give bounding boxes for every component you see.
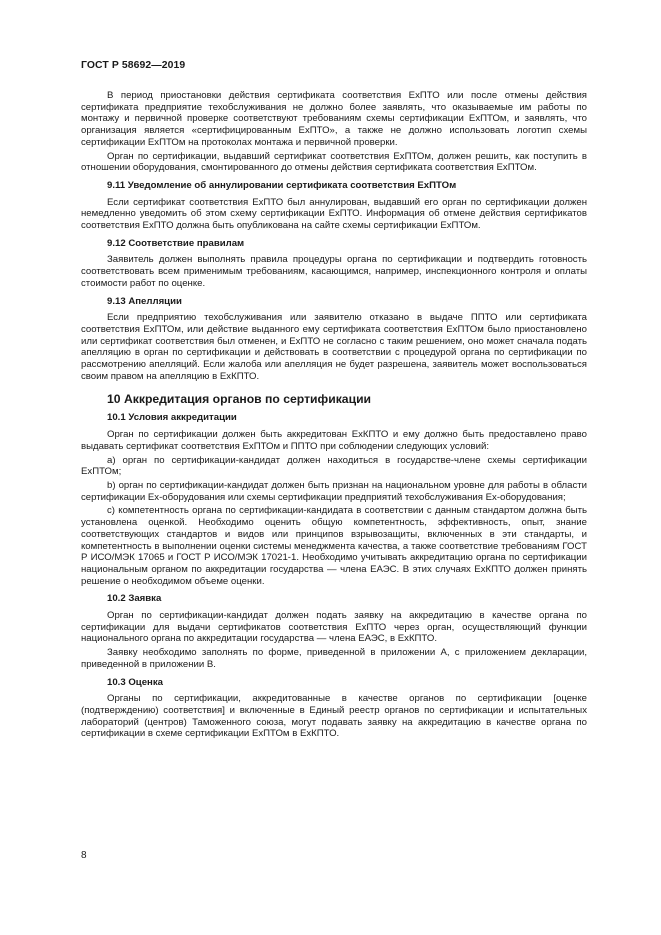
- subsection-heading-10-1: 10.1 Условия аккредитации: [107, 412, 237, 424]
- paragraph: Заявитель должен выполнять правила процедуры органа по сертификации и подтвердить готовность соответствовать всем применимым требованиям, касающимся, например, инспекционного контроля и оплаты стоимости работ по оценке.: [81, 254, 587, 289]
- paragraph: Орган по сертификации должен быть аккредитован ExКПТО и ему должно быть предоставлено право выдавать сертификат соответствия ExПТОм и ППТО при соблюдении следующих условий:: [81, 429, 587, 452]
- paragraph: В период приостановки действия сертификата соответствия ExПТО или после отмены действия сертификата предприятие техобслуживания не должно более заявлять, что оказываемые им работы по монтажу и первичной проверке соответствуют требованиям схемы сертификации ExПТОм, и заявлять, что организация является «сертифицированным ExПТО», а также не должно использовать логотип схемы сертификации ExПТОм на протоколах монтажа и первичной проверки.: [81, 90, 587, 148]
- subsection-heading-10-3: 10.3 Оценка: [107, 676, 163, 688]
- subsection-heading-9-13: 9.13 Апелляции: [107, 295, 182, 307]
- subsection-heading-9-11: 9.11 Уведомление об аннулировании сертификата соответствия ExПТОм: [107, 179, 457, 191]
- list-item: a) орган по сертификации-кандидат должен находиться в государстве-члене схемы сертификации ExПТОм;: [81, 454, 587, 478]
- paragraph: Заявку необходимо заполнять по форме, приведенной в приложении А, с приложением декларации, приведенной в приложении В.: [81, 647, 587, 670]
- paragraph: Если предприятию техобслуживания или заявителю отказано в выдаче ППТО или сертификата соответствия ExПТОм, или действие выданного ему сертификата соответствия ExПТОм было приостановлено или сертификат соответствия был отменен, и ExПТО не согласно с таким решением, оно может сначала подать апелляцию в орган по сертификации и действовать в соответствии с процедурой органа по сертификации по рассмотрению апелляций. Если жалоба или апелляция не будет разрешена, заявитель может воспользоваться своим правом на апелляцию в ExКПТО.: [81, 312, 587, 382]
- list-item: c) компетентность органа по сертификации-кандидата в соответствии с данным стандартом должна быть установлена оценкой. Необходимо оценить общую компетентность, эффективность, опыт, знание соответствующих стандартов и видов или принципов взрывозащиты, включенных в эти стандарты, и компетентность в выполнении оценки системы менеджмента качества, а также соответствие требованиям ГОСТ Р ИСО/МЭК 17065 и ГОСТ Р ИСО/МЭК 17021-1. Необходимо учитывать аккредитацию органа по сертификации национальным органом по аккредитации государства — члена ЕАЭС. В этих случаях ExКПТО должен принять решение о необходимом объеме оценки.: [81, 505, 587, 587]
- subsection-heading-10-2: 10.2 Заявка: [107, 593, 162, 605]
- subsection-heading-9-12: 9.12 Соответствие правилам: [107, 237, 245, 249]
- list-item: b) орган по сертификации-кандидат должен быть признан на национальном уровне для работы в области сертификации Ex-оборудования или схемы сертификации предприятий техобслуживания Ex-оборудования;: [81, 479, 587, 503]
- paragraph: Орган по сертификации, выдавший сертификат соответствия ExПТОм, должен решить, как поступить в отношении оборудования, смонтированного до отмены действия сертификата соответствия ExПТОм.: [81, 150, 587, 174]
- paragraph: Органы по сертификации, аккредитованные в качестве органов по сертификации [оценке (подтверждению) соответствия] и включенные в Единый реестр органов по сертификации и испытательных лабораторий (центров) Таможенного союза, могут подавать заявку на аккредитацию в качестве органа по сертификации в схеме сертификации ExПТОм в ExКПТО.: [81, 693, 587, 740]
- section-heading-10: 10 Аккредитация органов по сертификации: [107, 392, 372, 407]
- paragraph: Орган по сертификации-кандидат должен подать заявку на аккредитацию в качестве органа по сертификации для выдачи сертификатов соответствия ExПТО через орган, осуществляющий функции национального органа по аккредитации государства — члена ЕАЭС, в ExКПТО.: [81, 610, 587, 645]
- page-number: 8: [81, 850, 87, 861]
- document-body: [81, 90, 587, 740]
- standard-header: ГОСТ Р 58692—2019: [81, 60, 186, 71]
- paragraph: Если сертификат соответствия ExПТО был аннулирован, выдавший его орган по сертификации должен немедленно уведомить об этом схему сертификации ExПТО. Информация об отмене действия сертификатов соответствия ExПТО должна быть опубликована на сайте схемы сертификации ExПТОм.: [81, 196, 587, 232]
